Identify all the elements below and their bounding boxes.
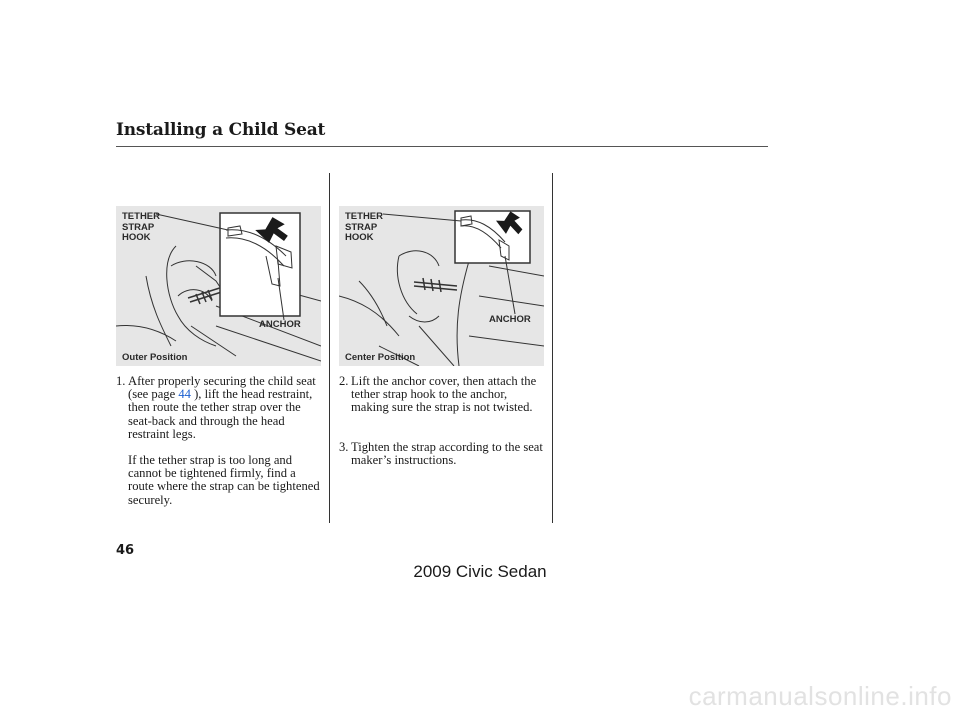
step-3-text: Tighten the strap according to the seat maker’s instructions. (351, 440, 543, 468)
anchor-label: ANCHOR (259, 319, 301, 330)
page-title: Installing a Child Seat (116, 120, 326, 140)
watermark: carmanualsonline.info (688, 681, 952, 711)
title-divider (116, 146, 768, 147)
step-number: 1. (116, 374, 126, 388)
step-1-note: If the tether strap is too long and cannot be tightened firmly, find a route where the strap can be tightened securely. (128, 453, 320, 507)
column-divider-right (552, 173, 553, 523)
column-divider-left (329, 173, 330, 523)
figure-caption: Outer Position (122, 352, 188, 363)
step-1 (116, 375, 320, 507)
tether-strap-hook-label: TETHER STRAP HOOK (345, 211, 383, 243)
step-number: 2. (339, 374, 349, 388)
footer-model-name: 2009 Civic Sedan (413, 562, 547, 581)
tether-strap-hook-label: TETHER STRAP HOOK (122, 211, 160, 243)
step-1-text-b: ), lift the head restraint, then route the tether strap over the seat-back and through the head restraint legs. (128, 387, 313, 441)
figure-caption: Center Position (345, 352, 416, 363)
step-2-text: Lift the anchor cover, then attach the tether strap hook to the anchor, making sure the strap is not twisted. (351, 374, 537, 415)
step-1-text-a: After properly securing the child seat (see page (128, 374, 316, 402)
page-number: 46 (116, 543, 135, 558)
figure-center-position (339, 206, 544, 366)
figure-outer-position (116, 206, 321, 366)
page-link[interactable]: 44 (178, 387, 191, 402)
anchor-label: ANCHOR (489, 314, 531, 325)
step-2 (339, 375, 544, 415)
step-number: 3. (339, 440, 349, 454)
step-3 (339, 441, 544, 467)
